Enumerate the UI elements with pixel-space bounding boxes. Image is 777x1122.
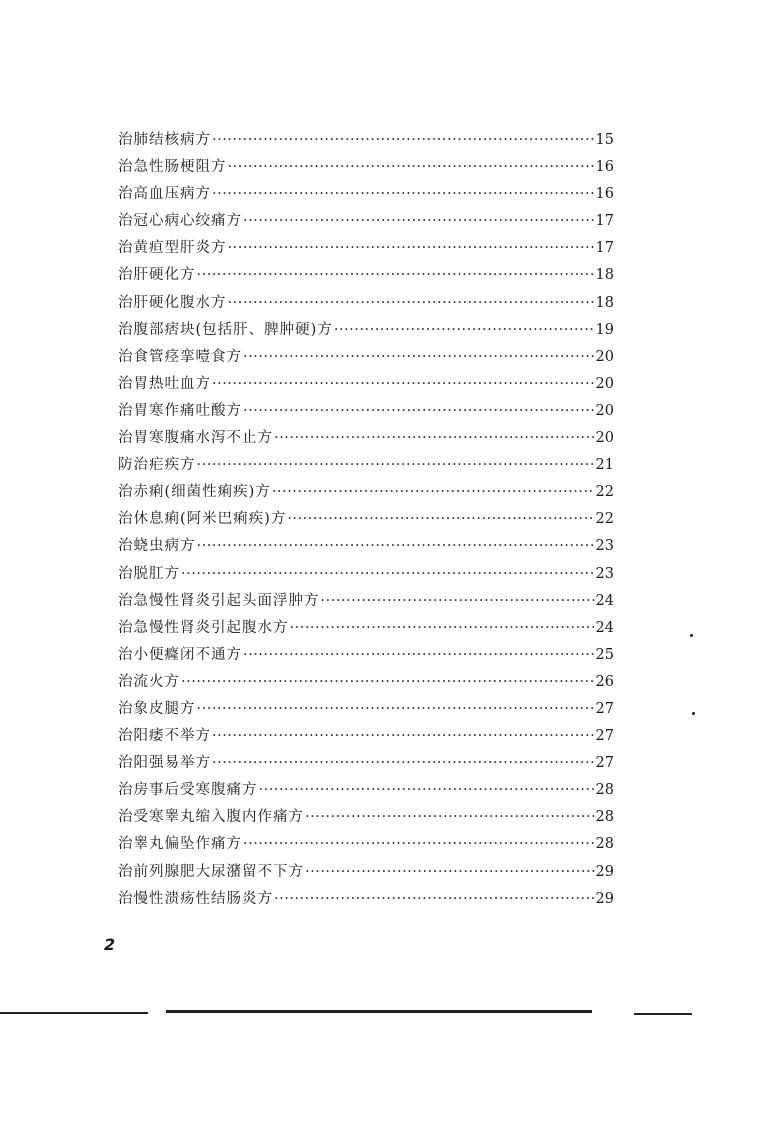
toc-entry: [118, 181, 614, 208]
toc-leader-dots: [243, 344, 595, 371]
toc-leader-dots: [228, 154, 595, 181]
toc-entry: [118, 696, 614, 723]
toc-leader-dots: [212, 181, 595, 208]
toc-leader-dots: [228, 235, 595, 262]
toc-entry-page: 18: [595, 294, 614, 311]
page-number: 2: [104, 935, 116, 954]
toc-entry-title: 治阳强易举方: [118, 755, 211, 772]
toc-leader-dots: [243, 398, 595, 425]
toc-entry: [118, 615, 614, 642]
toc-entry-title: 治流火方: [118, 673, 180, 690]
toc-leader-dots: [181, 561, 595, 588]
toc-entry-page: 28: [595, 782, 614, 799]
toc-entry: [118, 235, 614, 262]
toc-entry: [118, 831, 614, 858]
toc-entry: [118, 750, 614, 777]
toc-entry: [118, 208, 614, 235]
toc-entry: [118, 398, 614, 425]
toc-entry: [118, 669, 614, 696]
toc-entry-page: 21: [595, 457, 614, 474]
toc-entry-title: 治慢性溃疡性结肠炎方: [118, 890, 273, 907]
toc-entry-page: 29: [595, 890, 614, 907]
toc-leader-dots: [212, 723, 595, 750]
toc-leader-dots: [243, 642, 595, 669]
toc-entry: [118, 723, 614, 750]
toc-entry-page: 15: [595, 132, 614, 148]
toc-entry-page: 18: [595, 267, 614, 284]
toc-leader-dots: [305, 859, 595, 886]
toc-entry-page: 23: [595, 565, 614, 582]
toc-entry-page: 26: [595, 673, 614, 690]
toc-entry: [118, 804, 614, 831]
toc-leader-dots: [287, 506, 594, 533]
toc-leader-dots: [259, 777, 595, 804]
toc-entry-page: 20: [595, 348, 614, 365]
toc-entry-title: 治肺结核病方: [118, 132, 211, 148]
toc-entry-title: 治黄疸型肝炎方: [118, 240, 227, 257]
toc-leader-dots: [212, 371, 595, 398]
toc-entry-page: 22: [595, 484, 614, 501]
toc-entry-title: 治前列腺肥大尿潴留不下方: [118, 863, 304, 880]
toc-entry-title: 治受寒睾丸缩入腹内作痛方: [118, 809, 304, 826]
toc-leader-dots: [197, 262, 595, 289]
toc-entry-title: 治腹部痞块(包括肝、脾肿硬)方: [118, 321, 333, 338]
toc-entry-page: 22: [595, 511, 614, 528]
toc-entry: [118, 262, 614, 289]
toc-entry: [118, 588, 614, 615]
toc-leader-dots: [212, 750, 595, 777]
toc-entry-page: 17: [595, 240, 614, 257]
toc-entry: [118, 127, 614, 154]
toc-entry-page: 27: [595, 755, 614, 772]
toc-entry-title: 治胃热吐血方: [118, 375, 211, 392]
toc-leader-dots: [197, 533, 595, 560]
toc-entry-title: 治小便癃闭不通方: [118, 646, 242, 663]
toc-entry-title: 治急慢性肾炎引起腹水方: [118, 619, 289, 636]
toc-entry-page: 20: [595, 375, 614, 392]
toc-entry-title: 治赤痢(细菌性痢疾)方: [118, 484, 271, 501]
toc-entry-page: 24: [595, 619, 614, 636]
toc-entry-page: 19: [595, 321, 614, 338]
bottom-rule-right: [634, 1013, 692, 1015]
toc-entry-page: 25: [595, 646, 614, 663]
toc-leader-dots: [272, 479, 595, 506]
toc-leader-dots: [228, 290, 595, 317]
toc-entry-title: 治食管痉挛噎食方: [118, 348, 242, 365]
toc-entry: [118, 154, 614, 181]
toc-entry-title: 治冠心病心绞痛方: [118, 213, 242, 230]
toc-entry-title: 治蛲虫病方: [118, 538, 196, 555]
toc-leader-dots: [334, 317, 595, 344]
toc-entry-page: 20: [595, 430, 614, 447]
toc-entry-title: 治高血压病方: [118, 186, 211, 203]
toc-leader-dots: [181, 669, 595, 696]
toc-leader-dots: [274, 425, 595, 452]
toc-entry: [118, 425, 614, 452]
toc-entry-title: 防治疟疾方: [118, 457, 196, 474]
toc-leader-dots: [321, 588, 595, 615]
toc-entry-page: 20: [595, 402, 614, 419]
toc-entry: [118, 859, 614, 886]
toc-entry-page: 27: [595, 728, 614, 745]
toc-leader-dots: [212, 127, 595, 154]
toc-entry: [118, 886, 614, 913]
toc-entry-page: 29: [595, 863, 614, 880]
toc-entry: [118, 371, 614, 398]
toc-leader-dots: [197, 696, 595, 723]
toc-entry: [118, 642, 614, 669]
toc-leader-dots: [197, 452, 595, 479]
toc-entry-title: 治睾丸偏坠作痛方: [118, 836, 242, 853]
toc-entry-title: 治胃寒作痛吐酸方: [118, 402, 242, 419]
toc-entry-title: 治肝硬化方: [118, 267, 196, 284]
bottom-rule-left: [0, 1012, 148, 1014]
toc-entry-page: 17: [595, 213, 614, 230]
toc-leader-dots: [243, 208, 595, 235]
toc-entry: [118, 479, 614, 506]
toc-leader-dots: [290, 615, 595, 642]
toc-entry-page: 16: [595, 159, 614, 176]
toc-leader-dots: [305, 804, 595, 831]
toc-entry-title: 治休息痢(阿米巴痢疾)方: [118, 511, 287, 528]
toc-entry: [118, 533, 614, 560]
toc-entry-title: 治象皮腿方: [118, 700, 196, 717]
toc-entry: [118, 506, 614, 533]
toc-entry: [118, 561, 614, 588]
toc-entry-title: 治肝硬化腹水方: [118, 294, 227, 311]
toc-entry-title: 治胃寒腹痛水泻不止方: [118, 430, 273, 447]
toc-entry-title: 治急性肠梗阻方: [118, 159, 227, 176]
bottom-rule-center: [166, 1010, 592, 1013]
toc-entry-page: 28: [595, 836, 614, 853]
toc-entry: [118, 452, 614, 479]
toc-entry: [118, 344, 614, 371]
toc-entry-page: 28: [595, 809, 614, 826]
toc-entry-title: 治脱肛方: [118, 565, 180, 582]
toc-entry: [118, 290, 614, 317]
toc-leader-dots: [243, 831, 595, 858]
toc-entry-title: 治房事后受寒腹痛方: [118, 782, 258, 799]
toc-entry-title: 治急慢性肾炎引起头面浮肿方: [118, 592, 320, 609]
toc-entry-page: 27: [595, 700, 614, 717]
toc-leader-dots: [274, 886, 595, 913]
toc-entry-page: 23: [595, 538, 614, 555]
toc-entry-page: 24: [595, 592, 614, 609]
margin-speck: [692, 712, 695, 715]
toc-entry-page: 16: [595, 186, 614, 203]
table-of-contents: [118, 127, 614, 913]
toc-entry-title: 治阳痿不举方: [118, 728, 211, 745]
margin-speck: [690, 634, 693, 637]
toc-entry: [118, 777, 614, 804]
toc-entry: [118, 317, 614, 344]
